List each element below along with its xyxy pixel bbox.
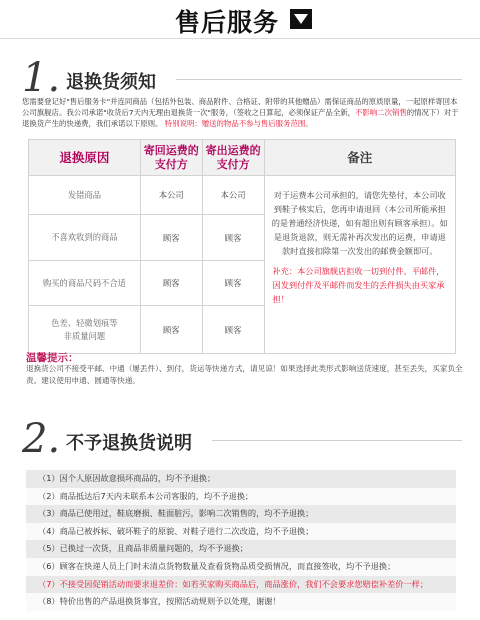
col-header-reason: 退换原因	[29, 140, 141, 176]
section-2-divider	[212, 440, 462, 441]
intro-paragraph	[22, 96, 462, 129]
return-pay-cell: 顾客	[140, 261, 202, 306]
header-divider	[0, 38, 480, 39]
list-item: （7）不接受因促销活动而要求退差价：如若买家购买商品后，商品涨价，我们不会要求您赔偿补差价一样；	[26, 576, 456, 594]
table-header-row	[29, 140, 456, 176]
return-pay-cell: 顾客	[140, 215, 202, 261]
return-policy-table	[28, 139, 456, 354]
col-header-return-pay: 寄回运费的支付方	[140, 140, 202, 176]
reason-cell	[29, 306, 141, 354]
note-cell	[264, 176, 455, 354]
intro-special-note: 特别说明：赠送的物品不参与售后服务范围。	[164, 119, 313, 128]
list-item: （5）已换过一次货，且商品非质量问题的，均不予退换；	[26, 540, 456, 558]
intro-text-2: 的情况下）对于退换货产生的快递费，我们承诺以下原则。	[22, 108, 459, 128]
section-2-title: 不予退换货说明	[66, 433, 192, 454]
reason-cell: 发错商品	[29, 176, 141, 215]
tips-title: 温馨提示：	[26, 352, 79, 364]
list-item: （1）因个人原因故意损坏商品的，均不予退换；	[26, 470, 456, 488]
send-pay-cell: 顾客	[202, 261, 264, 306]
section-2-number: 2.	[22, 416, 61, 462]
down-triangle-icon	[290, 9, 312, 29]
send-pay-cell: 顾客	[202, 215, 264, 261]
list-item: （3）商品已使用过，鞋底磨损、鞋面脏污，影响二次销售的，均不予退换；	[26, 505, 456, 523]
list-item: （6）顾客在快递人员上门时未清点货物数量及查看货物品质受损情况，而直接签收，均不予退换；	[26, 558, 456, 576]
note-extra-text: 补充：本公司旗舰店拒收一切到付件、平邮件，因发到付件及平邮件而发生的丢件损失由买家承担！	[272, 266, 445, 304]
section-1-heading	[22, 56, 462, 100]
return-pay-cell: 顾客	[140, 306, 202, 354]
list-item: （4）商品已被拆标、破坏鞋子的原貌、对鞋子进行二次改造，均不予退换；	[26, 523, 456, 541]
table-row	[29, 176, 456, 215]
non-return-list	[26, 470, 456, 611]
intro-highlight: 不影响二次销售	[355, 108, 407, 117]
send-pay-cell: 本公司	[202, 176, 264, 215]
reason-cell: 不喜欢收到的商品	[29, 215, 141, 261]
reason-cell: 购买的商品尺码不合适	[29, 261, 141, 306]
list-item: （8）特价出售的产品退换货事宜，按照活动规则予以处理，谢谢！	[26, 593, 456, 611]
section-1-number: 1.	[22, 55, 61, 101]
note-text: 对于运费本公司承担的，请您先垫付，本公司收到鞋子核实后，您再申请退回（本公司所能承担的是普通经济快递，如有超出则有顾客承担）。如是退货退款，则无需补再次发出的运费，申请退款时直接扣除第一次发出的邮费金额即可。	[271, 190, 448, 256]
section-2-heading	[22, 417, 462, 461]
send-pay-cell: 顾客	[202, 306, 264, 354]
page-title: 售后服务	[175, 8, 280, 37]
tips-body: 退换货公司不接受平邮、中通（屡丢件）、到付，货运等快递方式，请见谅！如果选择此类形式影响送货速度，甚至丢失，买家负全责。建议使用申通、圆通等快递。	[26, 364, 463, 385]
return-pay-cell: 本公司	[140, 176, 202, 215]
reason-text: 色差、轻微划痕等非质量问题	[51, 317, 118, 341]
section-1-title: 退换货须知	[66, 72, 156, 93]
list-item: （2）商品抵达后7天内未联系本公司客服的，均不予退换；	[26, 488, 456, 506]
col-header-note: 备注	[264, 140, 455, 176]
intro-text: 您需要登记好"售后服务卡"并连同商品（包括外包装、商品附件、合格证、附带的其他赠品）需保证商品的原质原量，一起原样寄回本公司旗舰店。我公司承诺"收货后7天内无理由退换货一次"服务，（签收之日算起，必须保证产品全新，	[22, 97, 458, 117]
page-header	[0, 0, 480, 40]
col-header-send-pay: 寄出运费的支付方	[202, 140, 264, 176]
section-1-divider	[176, 79, 462, 80]
